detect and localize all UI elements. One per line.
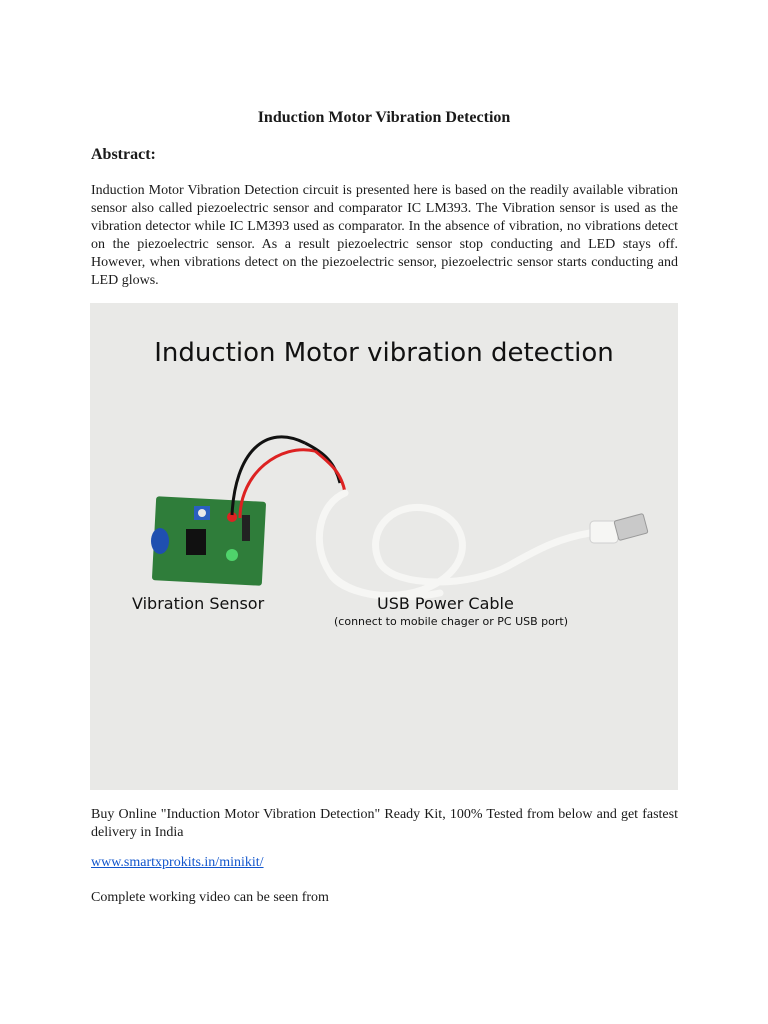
vibration-sensor-label: Vibration Sensor <box>132 594 265 613</box>
usb-cable-label: USB Power Cable <box>377 594 514 613</box>
abstract-paragraph: Induction Motor Vibration Detection circuit is presented here is based on the readily available vibration sensor also called piezoelectric sensor and comparator IC LM393. The Vibration sensor is used as the vibration detector while IC LM393 used as comparator. In the absence of vibration, no vibrations detect on the piezoelectric sensor. As a result piezoelectric sensor stop conducting and LED stays off. However, when vibrations detect on the piezoelectric sensor, piezoelectric sensor starts conducting and LED glows. <box>91 183 678 288</box>
buy-paragraph: Buy Online "Induction Motor Vibration Detection" Ready Kit, 100% Tested from below and get fastest delivery in India <box>91 807 678 840</box>
product-photo <box>90 303 678 790</box>
abstract-heading: Abstract: <box>91 146 156 163</box>
usb-cable-image <box>319 493 648 597</box>
video-text: Complete working video can be seen from <box>91 890 329 905</box>
page-title: Induction Motor Vibration Detection <box>257 109 511 126</box>
kit-link[interactable]: www.smartxprokits.in/minikit/ <box>91 855 264 870</box>
usb-cable-sublabel: (connect to mobile chager or PC USB port) <box>334 615 568 628</box>
photo-title: Induction Motor vibration detection <box>154 338 614 368</box>
pcb-board-image <box>151 496 266 586</box>
